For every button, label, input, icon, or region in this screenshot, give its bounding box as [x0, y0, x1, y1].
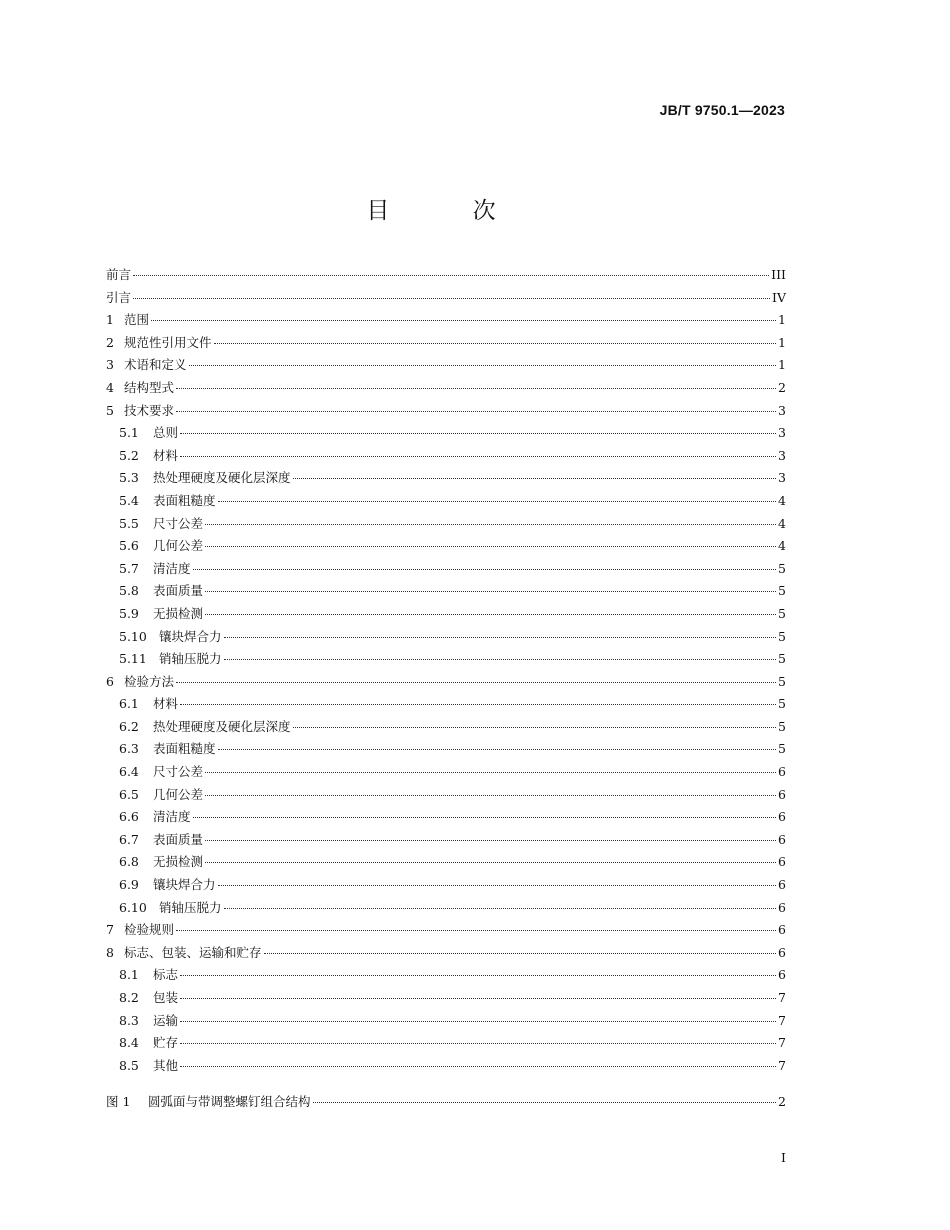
toc-entry-page: 7 [778, 1012, 786, 1028]
toc-entry-title: 尺寸公差 [153, 764, 204, 780]
toc-entry-page: 3 [778, 447, 786, 463]
dot-leader [205, 840, 776, 841]
toc-entry-page: 4 [778, 492, 786, 508]
toc-entry-title: 尺寸公差 [153, 515, 204, 531]
page-title: 目 次 [366, 198, 534, 224]
toc-entry-number: 5 [106, 402, 114, 418]
toc-entry-number: 8.3 [119, 1012, 139, 1028]
toc-entry-page: 6 [778, 922, 786, 938]
dot-leader [205, 591, 776, 592]
toc-entry-number: 6.3 [119, 741, 139, 757]
toc-entry[interactable] [106, 875, 786, 898]
toc-entry-title: 表面粗糙度 [153, 492, 216, 508]
toc-entry-title: 表面质量 [153, 831, 204, 847]
dot-leader [193, 569, 777, 570]
dot-leader [180, 1066, 776, 1067]
toc-entry[interactable] [106, 446, 786, 469]
toc-entry-title: 镶块焊合力 [159, 628, 222, 644]
toc-entry-page: 1 [778, 357, 786, 373]
toc-entry[interactable] [106, 762, 786, 785]
toc-entry-title: 检验规则 [124, 922, 175, 938]
toc-entry-number: 5.2 [119, 447, 139, 463]
toc-entry-page: 6 [778, 764, 786, 780]
toc-entry-number: 5.7 [119, 560, 139, 576]
toc-entry-number: 6 [106, 673, 114, 689]
toc-entry[interactable] [106, 920, 786, 943]
document-code: JB/T 9750.1—2023 [659, 102, 785, 118]
toc-entry-page: 6 [778, 786, 786, 802]
toc-entry-title: 总则 [153, 425, 179, 441]
dot-leader [218, 749, 777, 750]
toc-entry[interactable] [106, 265, 786, 288]
toc-entry-title: 贮存 [153, 1035, 179, 1051]
table-of-contents [106, 265, 786, 1115]
toc-entry[interactable] [106, 1033, 786, 1056]
toc-entry-page: III [771, 267, 786, 282]
dot-leader [176, 682, 776, 683]
toc-entry-page: 6 [778, 967, 786, 983]
toc-entry-title: 无损检测 [153, 605, 204, 621]
toc-entry[interactable] [106, 491, 786, 514]
toc-entry-number: 5.4 [119, 492, 139, 508]
dot-leader [180, 998, 776, 999]
toc-entry[interactable] [106, 604, 786, 627]
toc-entry-number: 1 [106, 312, 114, 328]
toc-entry-title: 几何公差 [153, 538, 204, 554]
section-gap [106, 1078, 786, 1092]
toc-entry[interactable] [106, 378, 786, 401]
dot-leader [180, 456, 776, 457]
dot-leader [205, 862, 776, 863]
toc-entry-number: 5.5 [119, 515, 139, 531]
toc-entry-title: 几何公差 [153, 786, 204, 802]
toc-entry-title: 清洁度 [153, 809, 191, 825]
toc-entry-title: 引言 [106, 289, 132, 305]
toc-entry[interactable] [106, 1056, 786, 1079]
toc-entry[interactable] [106, 1011, 786, 1034]
toc-entry[interactable] [106, 627, 786, 650]
toc-entry-number: 6.1 [119, 696, 139, 712]
toc-entry-title: 镶块焊合力 [153, 877, 216, 893]
toc-entry-number: 6.8 [119, 854, 139, 870]
toc-entry-title: 技术要求 [124, 402, 175, 418]
toc-entry-page: 5 [778, 741, 786, 757]
dot-leader [189, 365, 777, 366]
toc-entry-title: 范围 [124, 312, 150, 328]
dot-leader [176, 411, 776, 412]
toc-entry[interactable] [106, 852, 786, 875]
toc-entry[interactable] [106, 514, 786, 537]
toc-entry-number: 5.11 [119, 651, 147, 667]
toc-entry-page: 5 [778, 605, 786, 621]
toc-entry-page: 2 [778, 379, 786, 395]
toc-entry-title: 热处理硬度及硬化层深度 [153, 470, 291, 486]
toc-entry-page: 6 [778, 854, 786, 870]
toc-entry-number: 6.5 [119, 786, 139, 802]
dot-leader [205, 772, 776, 773]
dot-leader [313, 1102, 777, 1103]
toc-entry-number: 6.10 [119, 899, 147, 915]
toc-entry-title: 包装 [153, 990, 179, 1005]
toc-entry-number: 8.5 [119, 1057, 139, 1073]
dot-leader [293, 478, 777, 479]
toc-entry-title: 销轴压脱力 [159, 651, 222, 667]
toc-entry[interactable] [106, 423, 786, 446]
toc-entry-page: 6 [778, 899, 786, 915]
toc-entry-page: 5 [778, 651, 786, 667]
dot-leader [205, 795, 776, 796]
toc-entry-page: IV [772, 289, 786, 305]
toc-entry[interactable] [106, 468, 786, 491]
toc-entry-title: 术语和定义 [124, 357, 187, 373]
toc-entry-number: 5.9 [119, 605, 139, 621]
dot-leader [176, 388, 776, 389]
toc-entry-number: 8 [106, 944, 114, 960]
toc-entry-title: 材料 [153, 696, 179, 712]
toc-entry-title: 其他 [153, 1057, 179, 1073]
toc-entry-number: 3 [106, 357, 114, 373]
toc-entry-title: 标志 [153, 967, 179, 983]
toc-entry-number: 2 [106, 334, 114, 350]
toc-entry-number: 6.7 [119, 831, 139, 847]
toc-entry[interactable] [106, 333, 786, 356]
toc-entry-title: 表面粗糙度 [153, 741, 216, 757]
toc-entry-page: 1 [778, 334, 786, 350]
dot-leader [293, 727, 777, 728]
toc-entry[interactable] [106, 965, 786, 988]
toc-entry-number: 6.2 [119, 718, 139, 734]
toc-entry[interactable] [106, 830, 786, 853]
toc-entry[interactable] [106, 943, 786, 966]
toc-entry-number: 6.9 [119, 877, 139, 893]
toc-entry-number: 6.6 [119, 809, 139, 825]
dot-leader [180, 704, 776, 705]
dot-leader [180, 975, 776, 976]
toc-entry-page: 4 [778, 515, 786, 531]
toc-entry[interactable] [106, 807, 786, 830]
toc-entry-page: 1 [778, 312, 786, 328]
toc-entry[interactable] [106, 649, 786, 672]
dot-leader [133, 275, 769, 276]
toc-entry[interactable] [106, 785, 786, 808]
toc-entry[interactable] [106, 717, 786, 740]
dot-leader [193, 817, 777, 818]
dot-leader [151, 320, 776, 321]
toc-entry-title: 材料 [153, 447, 179, 463]
toc-entry-title: 结构型式 [124, 379, 175, 395]
toc-entry-number: 8.4 [119, 1035, 139, 1051]
figure-list [106, 1092, 786, 1115]
toc-list [106, 265, 786, 1078]
toc-entry-page: 6 [778, 877, 786, 893]
toc-entry-title: 标志、包装、运输和贮存 [124, 944, 262, 960]
toc-entry-title: 销轴压脱力 [159, 899, 222, 915]
toc-entry-title: 圆弧面与带调整螺钉组合结构 [148, 1094, 311, 1110]
toc-entry-number: 7 [106, 922, 114, 938]
toc-entry-page: 2 [778, 1094, 786, 1110]
dot-leader [218, 501, 777, 502]
dot-leader [205, 614, 776, 615]
toc-entry-number: 8.1 [119, 967, 139, 983]
figure-entry[interactable] [106, 1092, 786, 1115]
toc-entry-page: 3 [778, 425, 786, 441]
toc-entry[interactable] [106, 694, 786, 717]
toc-entry[interactable] [106, 310, 786, 333]
dot-leader [218, 885, 777, 886]
toc-entry-number: 5.10 [119, 628, 147, 644]
page-number: I [781, 1150, 786, 1165]
toc-entry-page: 5 [778, 673, 786, 689]
toc-entry-page: 6 [778, 809, 786, 825]
dot-leader [214, 343, 777, 344]
toc-entry[interactable] [106, 536, 786, 559]
toc-entry-title: 表面质量 [153, 583, 204, 599]
dot-leader [224, 637, 777, 638]
toc-entry-title: 规范性引用文件 [124, 334, 212, 350]
toc-entry-page: 5 [778, 560, 786, 576]
toc-entry-page: 5 [778, 696, 786, 712]
toc-entry-page: 7 [778, 1035, 786, 1051]
dot-leader [176, 930, 776, 931]
toc-entry[interactable] [106, 898, 786, 921]
toc-entry-number: 5.1 [119, 425, 139, 441]
toc-entry[interactable] [106, 355, 786, 378]
toc-entry-page: 3 [778, 470, 786, 486]
dot-leader [264, 953, 777, 954]
toc-entry-title: 清洁度 [153, 560, 191, 576]
dot-leader [224, 659, 777, 660]
dot-leader [224, 908, 777, 909]
toc-entry-title: 无损检测 [153, 854, 204, 870]
toc-entry-number: 8.2 [119, 990, 139, 1005]
toc-entry[interactable] [106, 559, 786, 582]
toc-entry-page: 5 [778, 718, 786, 734]
toc-entry-number: 5.6 [119, 538, 139, 554]
toc-entry-page: 6 [778, 944, 786, 960]
toc-entry-number: 4 [106, 379, 114, 395]
dot-leader [133, 298, 770, 299]
dot-leader [205, 546, 776, 547]
toc-entry-page: 7 [778, 990, 786, 1005]
toc-entry-page: 3 [778, 402, 786, 418]
toc-entry-number: 图 1 [106, 1094, 131, 1110]
dot-leader [180, 433, 776, 434]
dot-leader [205, 524, 776, 525]
toc-entry-title: 运输 [153, 1012, 179, 1028]
toc-entry[interactable] [106, 581, 786, 604]
toc-entry[interactable] [106, 672, 786, 695]
toc-entry-title: 前言 [106, 267, 132, 282]
toc-entry-page: 5 [778, 628, 786, 644]
dot-leader [180, 1021, 776, 1022]
toc-entry[interactable] [106, 739, 786, 762]
toc-entry-title: 热处理硬度及硬化层深度 [153, 718, 291, 734]
toc-entry-page: 7 [778, 1057, 786, 1073]
dot-leader [180, 1043, 776, 1044]
toc-entry-number: 5.3 [119, 470, 139, 486]
toc-entry-title: 检验方法 [124, 673, 175, 689]
toc-entry-page: 6 [778, 831, 786, 847]
toc-entry-page: 4 [778, 538, 786, 554]
toc-entry-page: 5 [778, 583, 786, 599]
toc-entry[interactable] [106, 288, 786, 311]
toc-entry[interactable] [106, 401, 786, 424]
toc-entry-number: 6.4 [119, 764, 139, 780]
toc-entry-number: 5.8 [119, 583, 139, 599]
toc-entry[interactable] [106, 988, 786, 1011]
